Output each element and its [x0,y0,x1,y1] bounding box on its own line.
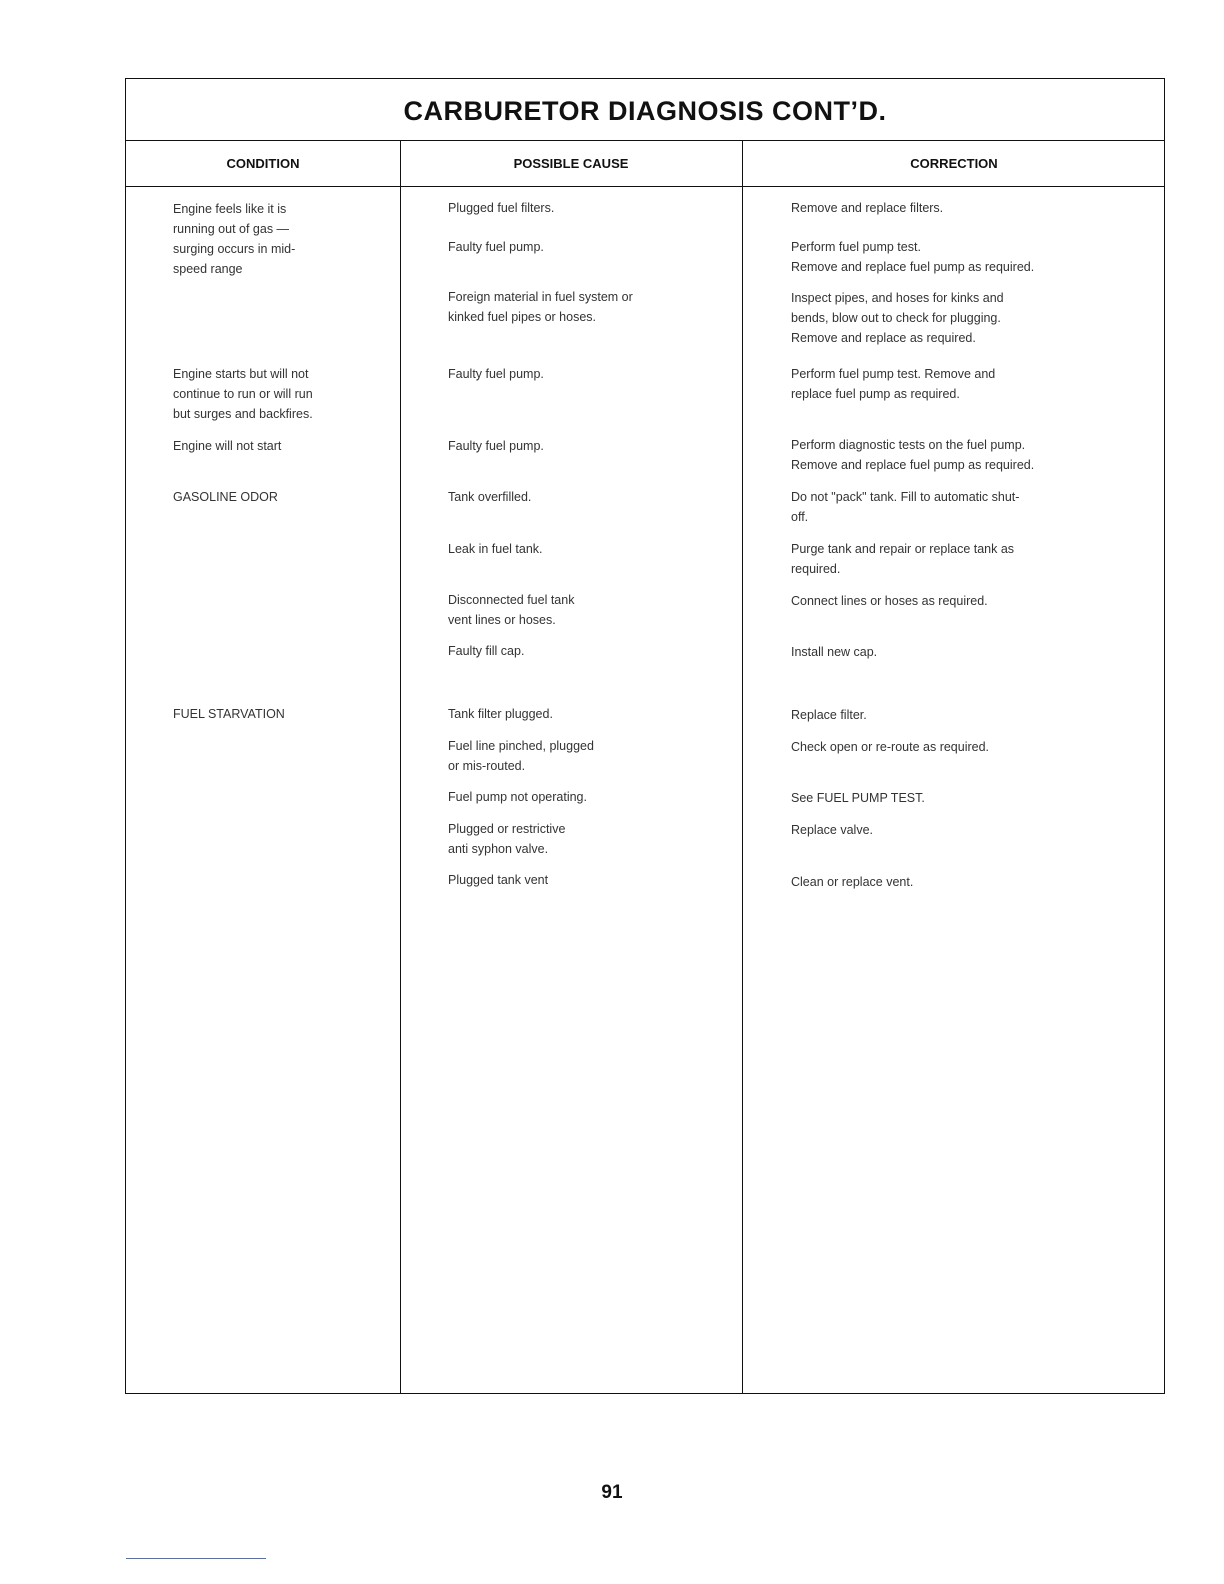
header-correction: CORRECTION [910,156,998,171]
cause-cell: Plugged fuel filters. [448,201,555,215]
column-divider [742,141,743,1393]
condition-cell: Engine will not start [173,439,282,453]
footer-rule [126,1558,266,1559]
cause-cell: Faulty fuel pump. [448,240,544,254]
header-possible-cause: POSSIBLE CAUSE [513,156,629,171]
correction-cell: Check open or re-route as required. [791,740,990,754]
correction-cell: Clean or replace vent. [791,875,914,889]
correction-cell: See FUEL PUMP TEST. [791,791,925,805]
cause-cell: Faulty fill cap. [448,644,525,658]
header-condition: CONDITION [226,156,300,171]
correction-cell: Inspect pipes, and hoses for kinks and bends, blow out to check for plugging. Remove and replace as required. [791,291,1004,345]
correction-cell: Do not "pack" tank. Fill to automatic shut- off. [791,490,1020,524]
cause-cell: Disconnected fuel tank vent lines or hoses. [448,593,575,627]
cause-cell: Fuel pump not operating. [448,790,587,804]
diagnosis-table [125,78,1165,1394]
cause-cell: Leak in fuel tank. [448,542,543,556]
correction-cell: Remove and replace filters. [791,201,944,215]
correction-cell: Purge tank and repair or replace tank as required. [791,542,1015,576]
condition-cell: Engine feels like it is running out of gas — surging occurs in mid- speed range [173,202,296,276]
condition-cell: GASOLINE ODOR [173,490,278,504]
cause-cell: Faulty fuel pump. [448,439,544,453]
cause-cell: Foreign material in fuel system or kinked fuel pipes or hoses. [448,290,633,324]
correction-cell: Perform diagnostic tests on the fuel pump. Remove and replace fuel pump as required. [791,438,1035,472]
cause-cell: Tank overfilled. [448,490,532,504]
cause-cell: Plugged tank vent [448,873,549,887]
condition-cell: Engine starts but will not continue to run or will run but surges and backfires. [173,367,313,421]
correction-cell: Replace filter. [791,708,867,722]
cause-cell: Faulty fuel pump. [448,367,544,381]
correction-cell: Connect lines or hoses as required. [791,594,988,608]
page-title: CARBURETOR DIAGNOSIS CONT’D. [126,79,1164,141]
cause-cell: Tank filter plugged. [448,707,553,721]
cause-cell: Plugged or restrictive anti syphon valve. [448,822,566,856]
column-divider [400,141,401,1393]
condition-cell: FUEL STARVATION [173,707,285,721]
correction-cell: Perform fuel pump test. Remove and replace fuel pump as required. [791,240,1035,274]
page-number: 91 [601,1482,623,1503]
correction-cell: Replace valve. [791,823,873,837]
correction-cell: Perform fuel pump test. Remove and replace fuel pump as required. [791,367,996,401]
cause-cell: Fuel line pinched, plugged or mis-routed. [448,739,594,773]
header-divider [126,186,1164,187]
correction-cell: Install new cap. [791,645,878,659]
